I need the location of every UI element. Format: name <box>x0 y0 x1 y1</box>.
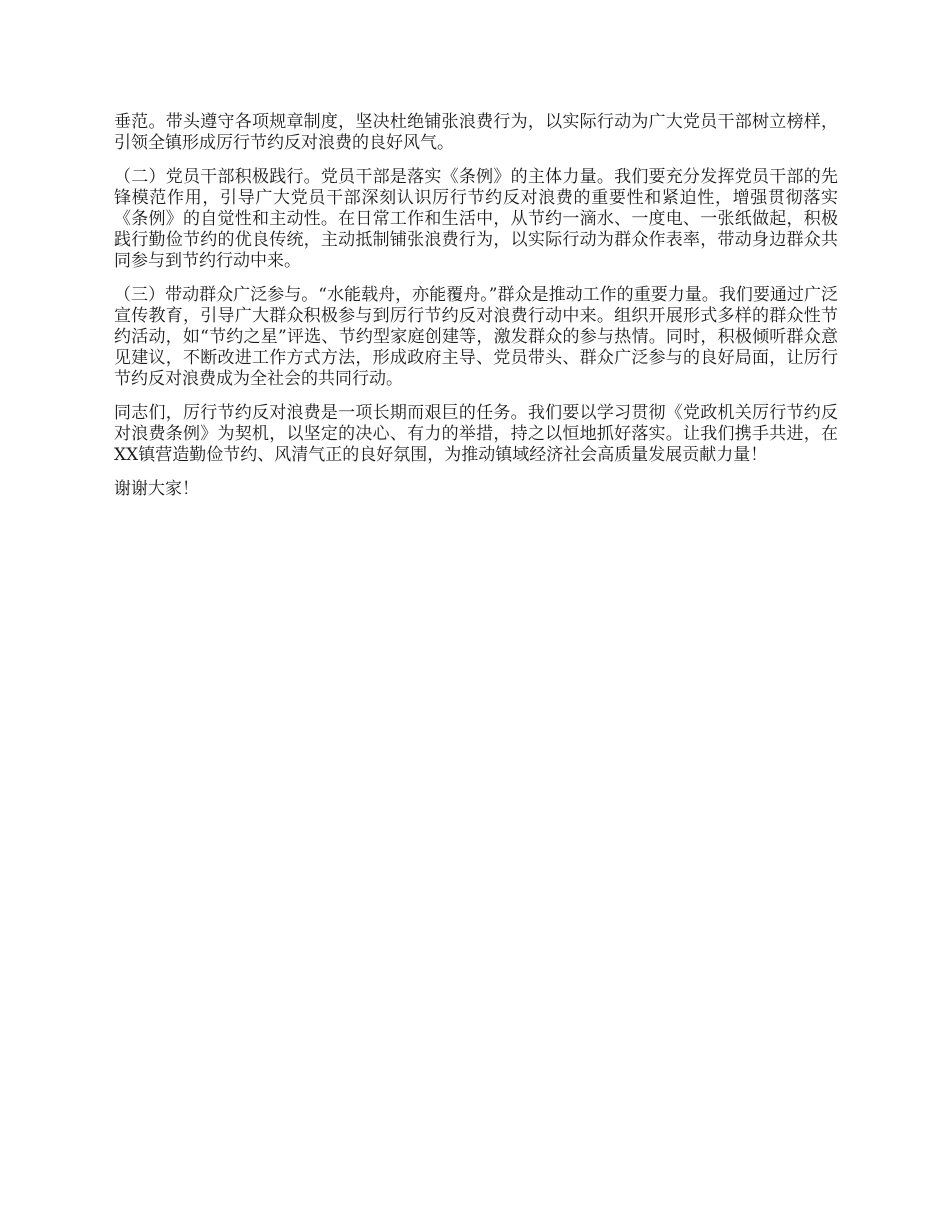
paragraph-closing: 同志们，厉行节约反对浪费是一项长期而艰巨的任务。我们要以学习贯彻《党政机关厉行节约反对浪费条例》为契机，以坚定的决心、有力的举措，持之以恒地抓好落实。让我们携手共进，在XX镇营造勤俭节约、风清气正的良好氛围，为推动镇域经济社会高质量发展贡献力量！ <box>114 403 838 465</box>
document-body <box>114 112 838 500</box>
paragraph-section-two: （二）党员干部积极践行。党员干部是落实《条例》的主体力量。我们要充分发挥党员干部的先锋模范作用，引导广大党员干部深刻认识厉行节约反对浪费的重要性和紧迫性，增强贯彻落实《条例》的自觉性和主动性。在日常工作和生活中，从节约一滴水、一度电、一张纸做起，积极践行勤俭节约的优良传统，主动抵制铺张浪费行为，以实际行动为群众作表率，带动身边群众共同参与到节约行动中来。 <box>114 167 838 271</box>
paragraph-thanks: 谢谢大家！ <box>114 479 199 499</box>
paragraph-intro-continuation: 垂范。带头遵守各项规章制度，坚决杜绝铺张浪费行为，以实际行动为广大党员干部树立榜样，引领全镇形成厉行节约反对浪费的良好风气。 <box>114 112 838 153</box>
paragraph-section-three: （三）带动群众广泛参与。“水能载舟，亦能覆舟。”群众是推动工作的重要力量。我们要通过广泛宣传教育，引导广大群众积极参与到厉行节约反对浪费行动中来。组织开展形式多样的群众性节约活动，如“节约之星”评选、节约型家庭创建等，激发群众的参与热情。同时，积极倾听群众意见建议，不断改进工作方式方法，形成政府主导、党员带头、群众广泛参与的良好局面，让厉行节约反对浪费成为全社会的共同行动。 <box>114 285 838 389</box>
